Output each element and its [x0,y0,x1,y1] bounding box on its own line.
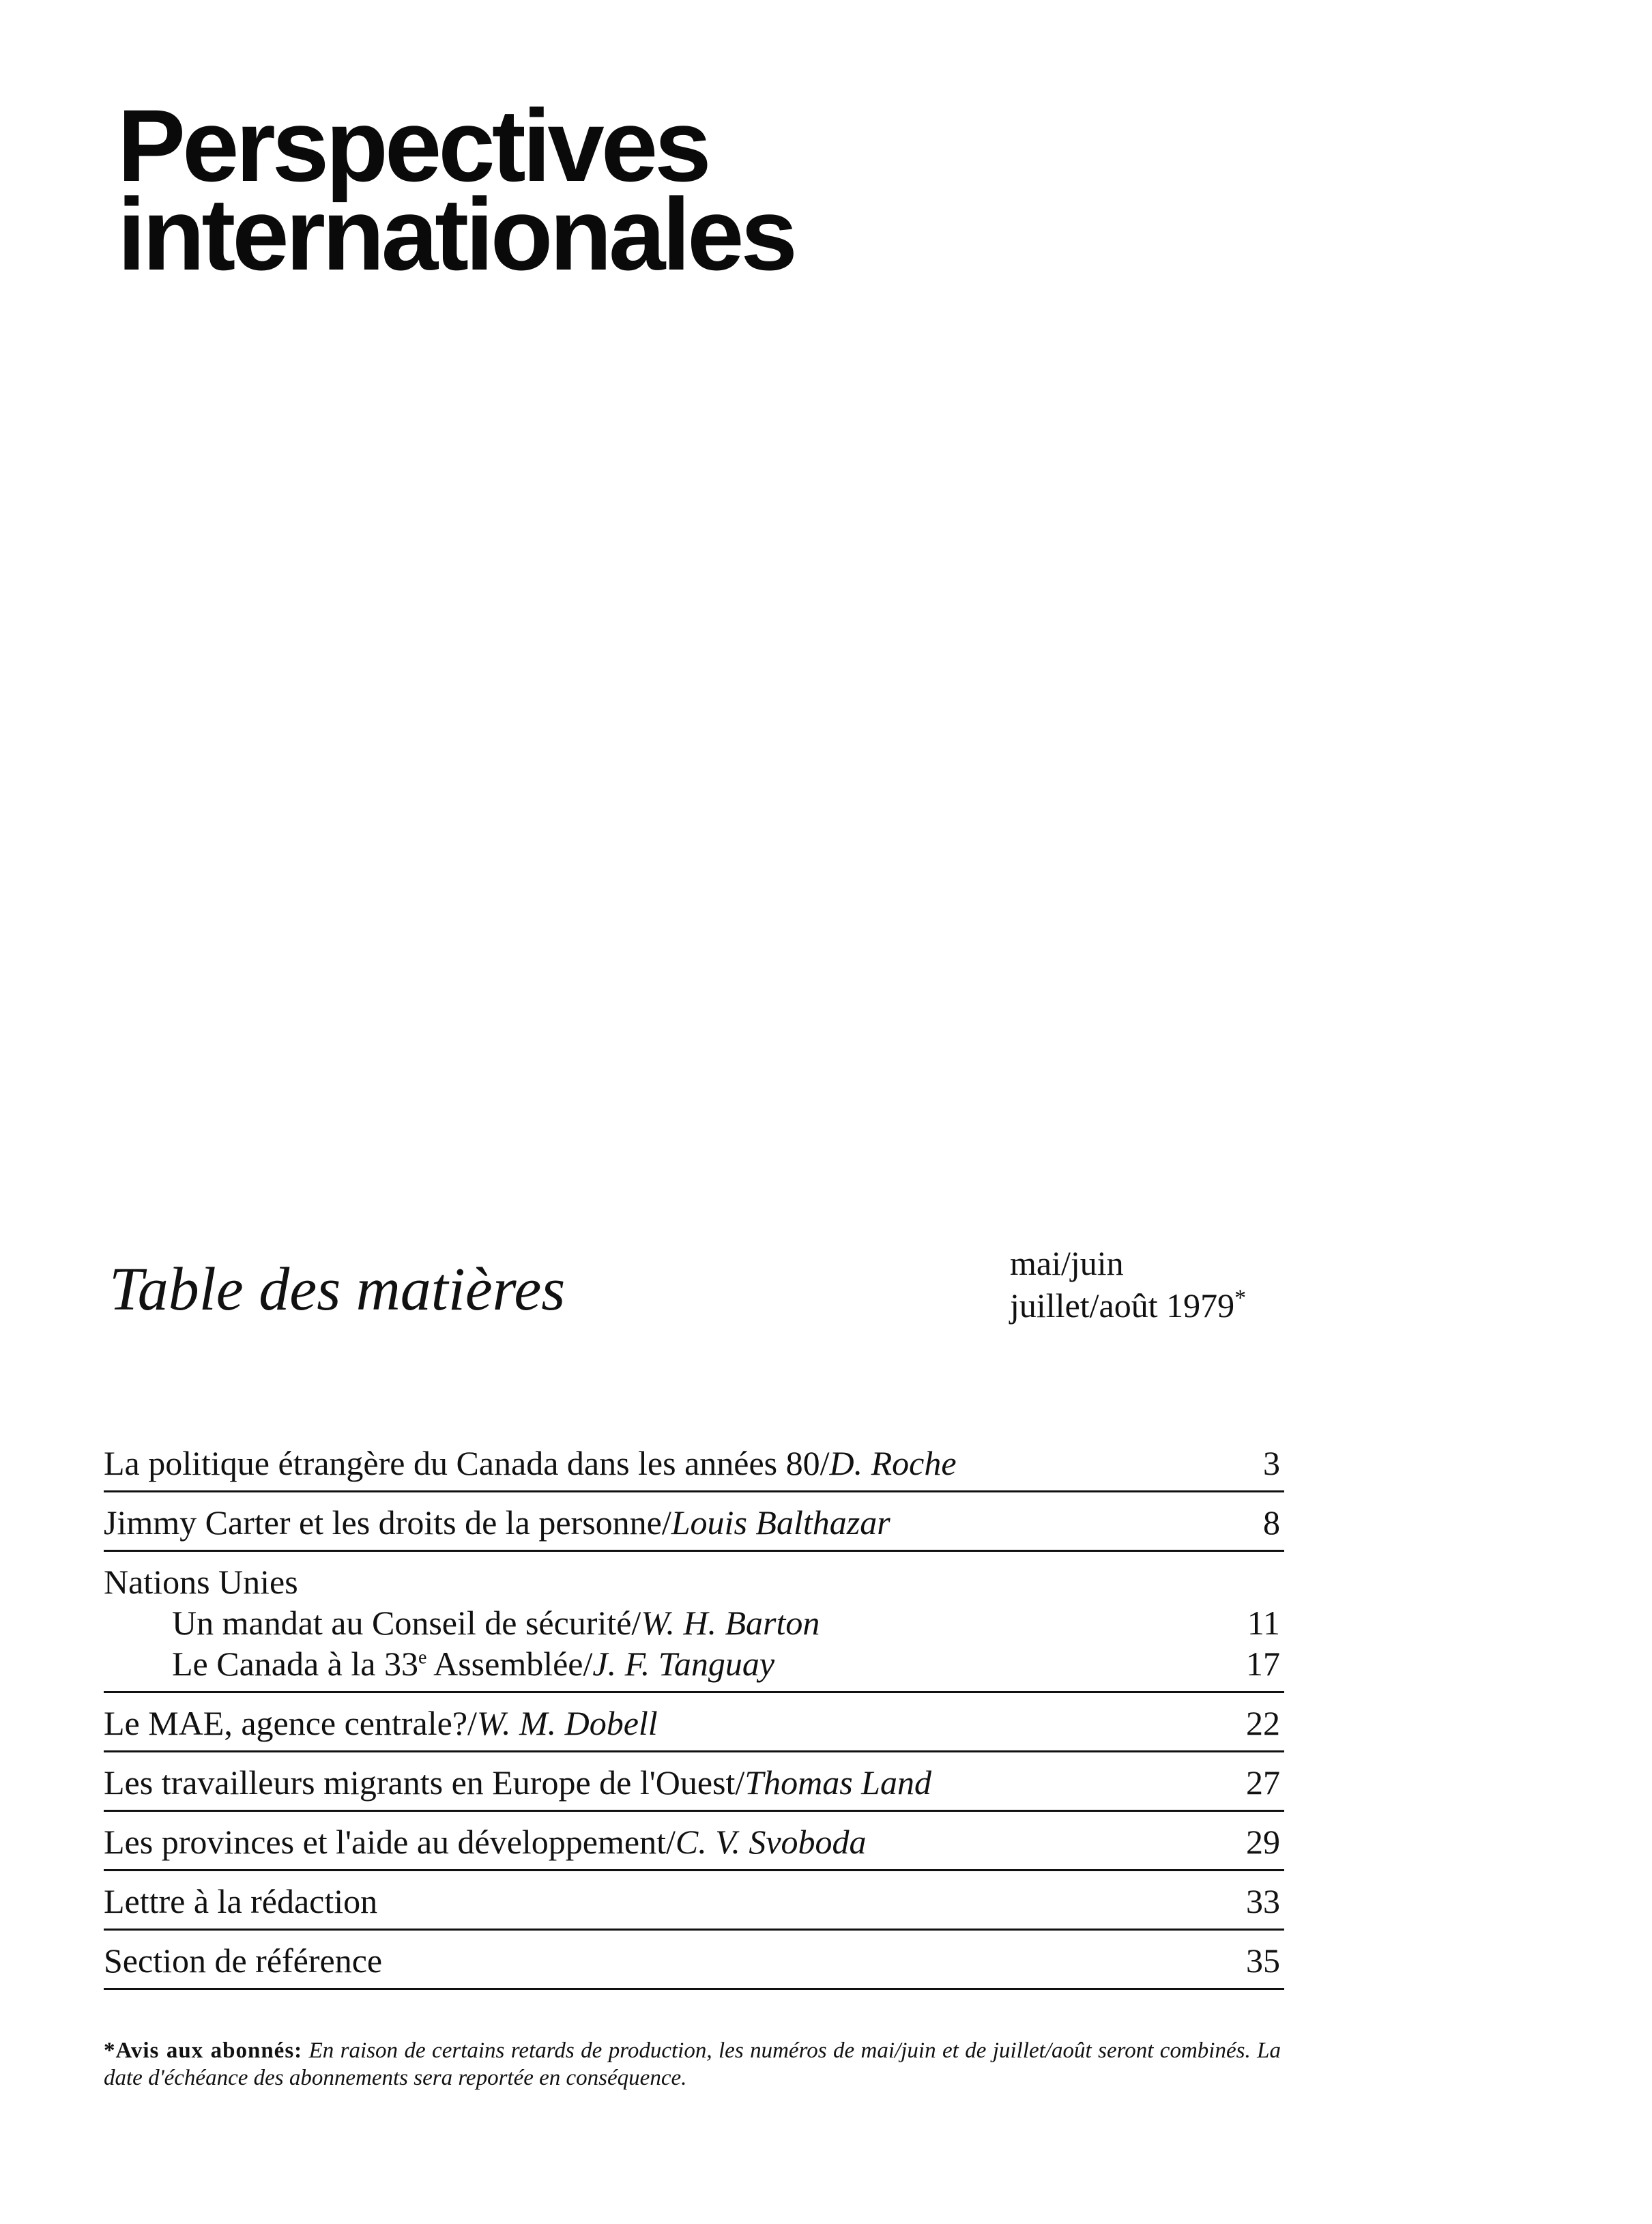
toc-heading: Table des matières [109,1256,566,1323]
issue-date-line-2-text: juillet/août 1979 [1010,1286,1235,1325]
toc-line [104,1940,1284,1981]
toc-entry-title-part: Le Canada à la 33 [172,1645,418,1683]
toc-entry-author: D. Roche [829,1444,957,1482]
toc-entry-author: Thomas Land [744,1763,931,1802]
toc-entry-page: 33 [1246,1882,1280,1920]
toc-line [104,1762,1284,1803]
toc-line [104,1821,1284,1862]
toc-entry-author: J. F. Tanguay [592,1645,775,1683]
toc-line [104,1881,1284,1922]
toc-entry-page: 22 [1246,1704,1280,1742]
toc-entry-ordinal-superscript: e [418,1647,427,1669]
subscriber-notice [104,2037,1281,2092]
toc-entry-text [104,1443,957,1484]
toc-entry-title: Lettre à la rédaction [104,1882,378,1920]
toc-entry-page: 11 [1247,1604,1280,1642]
toc-sub-entry[interactable] [104,1602,1284,1643]
toc-entry[interactable] [104,1752,1284,1812]
toc-sub-entry[interactable] [104,1643,1284,1684]
toc-line [104,1703,1284,1744]
issue-date [1010,1242,1246,1327]
toc-line [104,1443,1284,1484]
toc-line [104,1502,1284,1543]
toc-entry[interactable] [104,1492,1284,1552]
toc-group-title: Nations Unies [104,1563,298,1601]
toc-entry-page: 17 [1246,1645,1280,1683]
toc-entry-text [104,1821,867,1862]
toc-entry-page: 8 [1263,1503,1280,1542]
toc-entry-author: Louis Balthazar [671,1503,890,1542]
toc-entry-page: 35 [1246,1941,1280,1980]
toc-entry-page: 3 [1263,1444,1280,1482]
toc-entry-page: 29 [1246,1823,1280,1861]
toc-entry[interactable] [104,1931,1284,1990]
toc-entry-title: Un mandat au Conseil de sécurité/ [172,1604,641,1642]
toc-entry-text [172,1602,820,1643]
toc-entry-title-part: Assemblée/ [426,1645,593,1683]
toc-entry-text [104,1703,658,1744]
toc-entry-author: C. V. Svoboda [675,1823,867,1861]
table-of-contents [104,1433,1284,1990]
masthead-title [117,88,868,291]
toc-entry-title: Les travailleurs migrants en Europe de l'Ouest/ [104,1763,745,1802]
issue-footnote-mark: * [1234,1285,1247,1311]
toc-entry-title: La politique étrangère du Canada dans les années 80/ [104,1444,830,1482]
toc-entry-text [104,1762,931,1803]
notice-label: *Avis aux abonnés: [104,2038,303,2063]
toc-entry-title: Section de référence [104,1941,383,1980]
notice-text: En raison de certains retards de production, les numéros de mai/juin et de juillet/août seront combinés. La date d'échéance des abonnements sera reportée en conséquence. [104,2038,1281,2090]
toc-entry-author: W. M. Dobell [476,1704,658,1742]
toc-group-nations-unies [104,1552,1284,1693]
masthead-line-2: internationales [117,177,794,291]
toc-entry[interactable] [104,1693,1284,1752]
issue-date-line-2 [1010,1284,1246,1327]
toc-entry-text [104,1502,890,1543]
toc-entry[interactable] [104,1812,1284,1871]
toc-entry-text [172,1643,774,1684]
toc-entry-title: Les provinces et l'aide au développement/ [104,1823,676,1861]
toc-entry[interactable] [104,1871,1284,1931]
toc-entry[interactable] [104,1433,1284,1492]
toc-entry-title: Le MAE, agence centrale?/ [104,1704,477,1742]
toc-entry-author: W. H. Barton [641,1604,820,1642]
toc-entry-title: Jimmy Carter et les droits de la personne/ [104,1503,671,1542]
toc-entry-page: 27 [1246,1763,1280,1802]
masthead-line-1: Perspectives [117,88,708,203]
issue-date-line-1: mai/juin [1010,1244,1124,1282]
